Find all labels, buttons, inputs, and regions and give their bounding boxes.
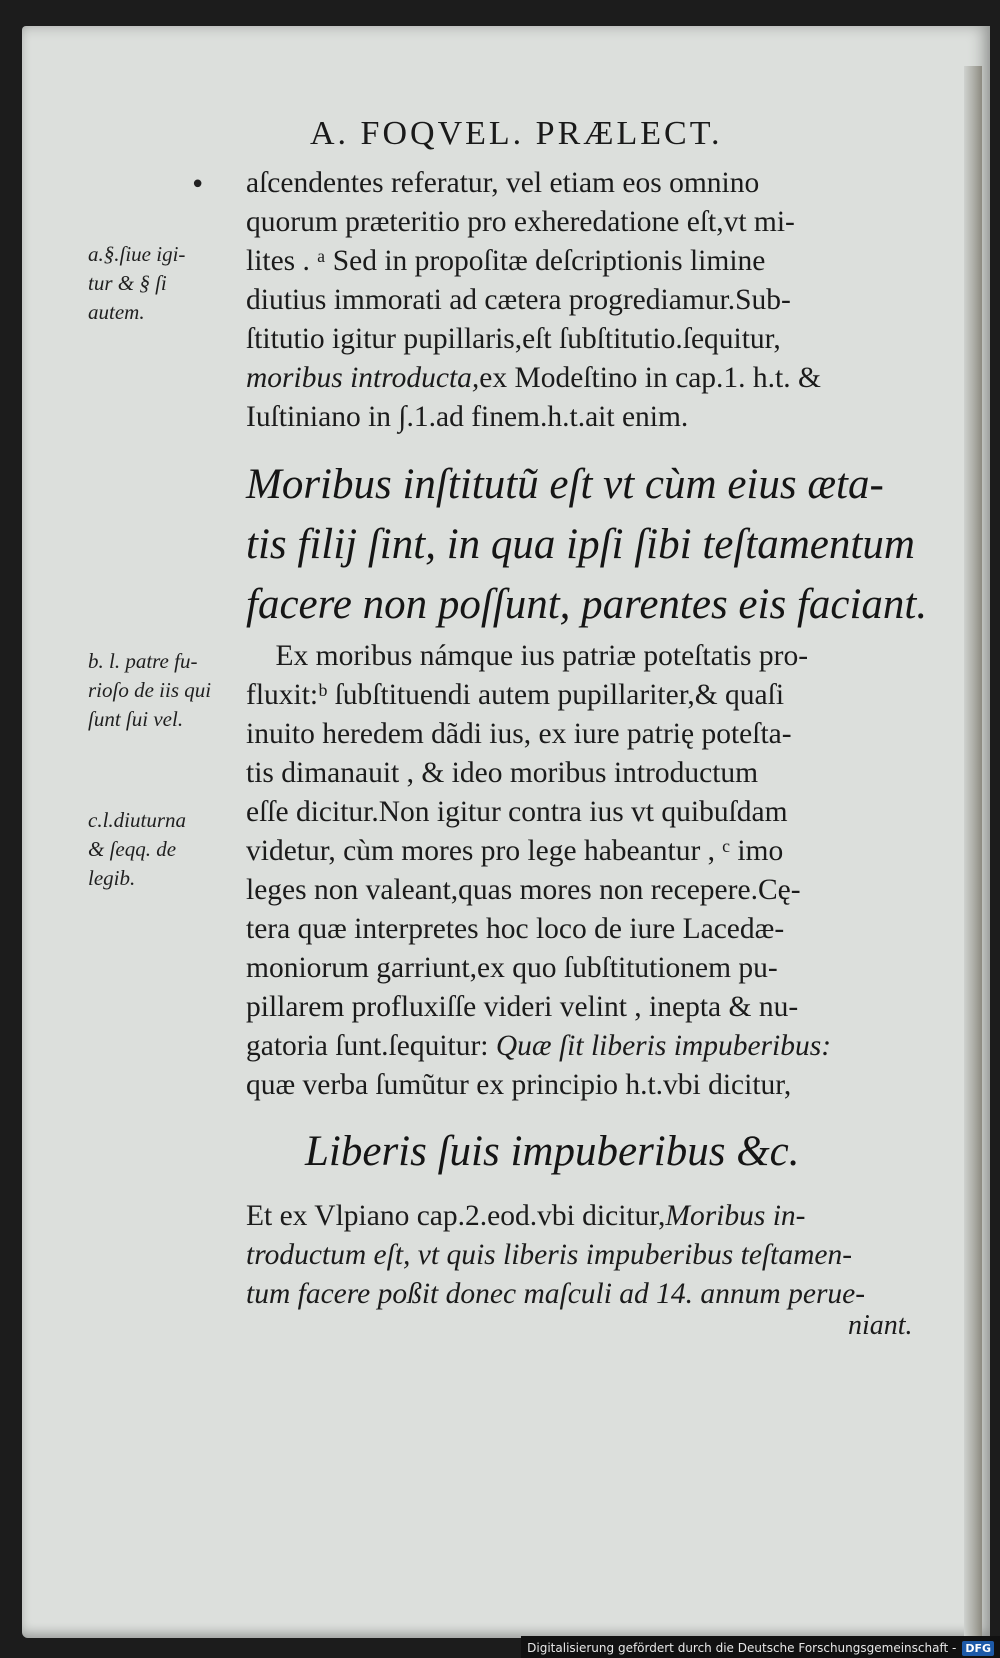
running-head: A. FOQVEL. PRÆLECT. [310,115,723,152]
margin-dot: • [190,170,206,200]
text-line: Ex moribus námque ius patriæ poteſtatis pro- [246,640,809,672]
text-line: tera quæ interpretes hoc loco de iure Lacedæ- [246,913,785,945]
quote-line: Moribus inſtitutũ eſt vt cùm eius æta- [246,461,884,508]
text-line: Iuſtiniano in ∫.1.ad finem.h.t.ait enim. [246,401,689,433]
text-line: pillarem profluxiſſe videri velint , inepta & nu- [246,991,799,1023]
text-line: aſcendentes referatur, vel etiam eos omnino [246,167,760,199]
text-line [246,1027,926,1066]
italic-phrase: moribus introducta, [246,362,480,394]
margin-note-a [88,240,238,327]
paragraph-3 [246,1197,926,1314]
text-line: fluxit:ᵇ ſubſtituendi autem pupillariter,& quaſi [246,679,785,711]
text-run: ex Modeſtino in cap.1. h.t. & [479,362,821,394]
text-line: diutius immorati ad cætera progrediamur.Sub- [246,284,791,316]
note-line: tur & § ſi [88,271,167,295]
text-line: troductum eſt, vt quis liberis impuberibus teſtamen- [246,1239,853,1271]
note-line: ſunt ſui vel. [88,707,184,731]
margin-note-b [88,647,238,734]
text-line: lites . ᵃ Sed in propoſitæ deſcriptionis limine [246,245,766,277]
paragraph-2 [246,637,926,1105]
text-run: gatoria ſunt.ſequitur: [246,1030,496,1062]
note-line: legib. [88,866,136,890]
text-line: videtur, cùm mores pro lege habeantur , ᶜ imo [246,835,784,867]
italic-phrase: Quæ ſit liberis impuberibus: [495,1030,832,1062]
text-line: leges non valeant,quas mores non recepere.Cę- [246,874,801,906]
dfg-logo[interactable]: DFG [962,1641,994,1656]
text-line: tis dimanauit , & ideo moribus introductum [246,757,759,789]
text-line: tum facere poßit donec maſculi ad 14. annum perue- [246,1278,866,1310]
page-edge [964,66,982,1646]
text-run: Et ex Vlpiano cap.2.eod.vbi dicitur, [246,1200,666,1232]
note-line: autem. [88,300,145,324]
quote-line: tis filij ſint, in qua ipſi ſibi teſtamentum [246,521,915,568]
note-line: & ſeqq. de [88,837,177,861]
italic-quote-2: Liberis ſuis impuberibus &c. [305,1128,800,1175]
text-line: quorum præteritio pro exheredatione eſt,vt mi- [246,206,795,238]
text-line: ſtitutio igitur pupillaris,eſt ſubſtitutio.ſequitur, [246,323,781,355]
digitization-footer [521,1636,1000,1658]
note-line: b. l. patre fu- [88,649,198,673]
catchword: niant. [848,1310,913,1341]
note-line: a.§.ſiue igi- [88,242,186,266]
text-line: moniorum garriunt,ex quo ſubſtitutionem pu- [246,952,778,984]
text-line: eſſe dicitur.Non igitur contra ius vt quibuſdam [246,796,788,828]
note-line: rioſo de iis qui [88,678,212,702]
text-line [246,359,926,398]
quote-line: facere non poſſunt, parentes eis faciant. [246,581,928,628]
italic-phrase: Moribus in- [665,1200,806,1232]
text-line: inuito heredem dãdi ius, ex iure patrię poteſta- [246,718,792,750]
italic-quote-1 [246,455,936,635]
margin-note-c [88,806,238,893]
note-line: c.l.diuturna [88,808,186,832]
text-line [246,1197,926,1236]
paragraph-1 [246,164,926,437]
footer-text: Digitalisierung gefördert durch die Deutsche Forschungsgemeinschaft - [527,1641,957,1655]
text-line: quæ verba ſumũtur ex principio h.t.vbi dicitur, [246,1069,792,1101]
